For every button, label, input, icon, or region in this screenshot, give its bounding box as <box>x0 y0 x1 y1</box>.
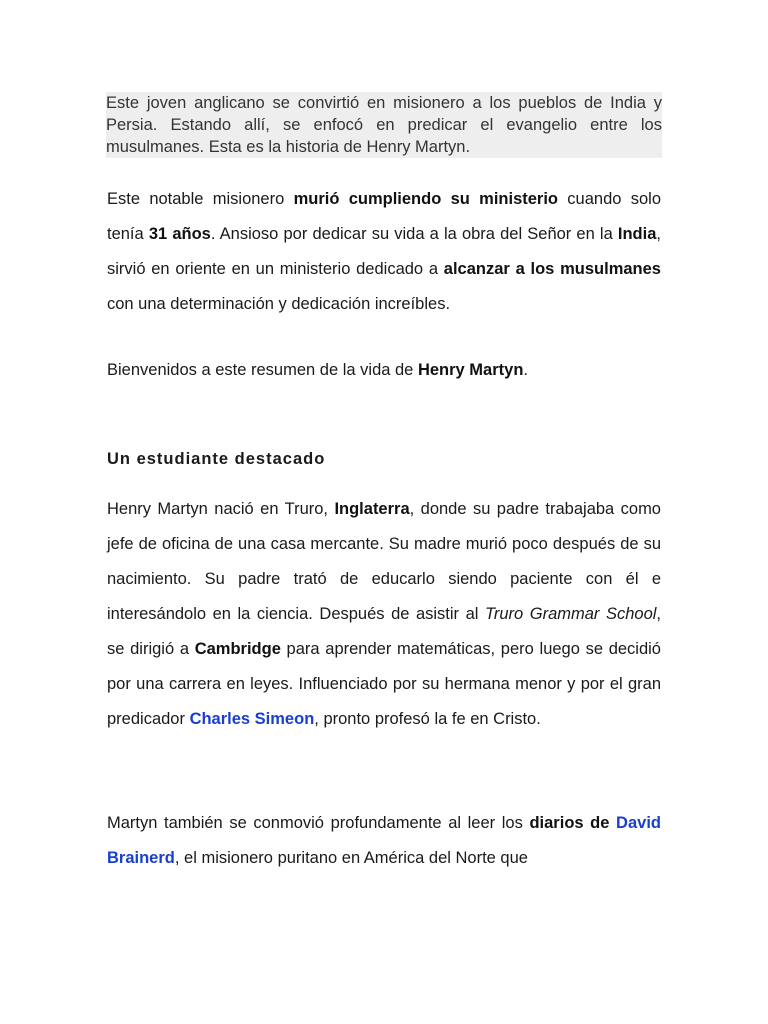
bold-text: Inglaterra <box>334 500 410 518</box>
bold-text: alcanzar a los musulmanes <box>443 260 661 278</box>
bold-text: India <box>617 225 657 243</box>
text: , donde su padre trabajaba como jefe de oficina de una casa mercante. Su madre murió poco después de su nacimiento. Su padre trató de educarlo siendo paciente con él e interesándolo en la ciencia. Después de asistir al <box>107 500 661 623</box>
text: cuando solo tenía <box>107 190 661 243</box>
paragraph-brainerd <box>107 806 661 876</box>
text: Henry Martyn nació en Truro, <box>107 500 335 518</box>
italic-text: Truro Grammar School <box>485 605 657 623</box>
text: , se dirigió a <box>107 605 662 658</box>
intro-highlight: Este joven anglicano se convirtió en misionero a los pueblos de India y Persia. Estando allí, se enfocó en predicar el evangelio entre los musulmanes. Esta es la historia de Henry Martyn. <box>106 94 662 156</box>
text: Bienvenidos a este resumen de la vida de <box>107 361 418 379</box>
paragraph-biography <box>107 492 661 737</box>
text: con una determinación y dedicación increíbles. <box>107 295 451 313</box>
text: . <box>523 361 528 379</box>
text: Martyn también se conmovió profundamente al leer los <box>107 814 530 832</box>
bold-text: 31 años <box>148 225 211 243</box>
text: , pronto profesó la fe en Cristo. <box>314 710 541 728</box>
link-david-brainerd[interactable]: David Brainerd <box>107 814 661 867</box>
link-charles-simeon[interactable]: Charles Simeon <box>189 710 315 728</box>
text: . Ansioso por dedicar su vida a la obra del Señor en la <box>210 225 618 243</box>
section-heading: Un estudiante destacado <box>107 450 326 468</box>
text: , sirvió en oriente en un ministerio dedicado a <box>107 225 661 278</box>
paragraph-welcome <box>107 356 661 384</box>
bold-text: Henry Martyn <box>417 361 524 379</box>
text: Este notable misionero <box>107 190 294 208</box>
bold-text: murió cumpliendo su ministerio <box>293 190 558 208</box>
text: , el misionero puritano en América del Norte que <box>174 849 528 867</box>
paragraph-intro-ministry <box>107 182 661 322</box>
bold-text: Cambridge <box>194 640 281 658</box>
bold-text: diarios de <box>529 814 610 832</box>
text: para aprender matemáticas, pero luego se decidió por una carrera en leyes. Influenciado por su hermana menor y por el gran predicador <box>107 640 661 728</box>
